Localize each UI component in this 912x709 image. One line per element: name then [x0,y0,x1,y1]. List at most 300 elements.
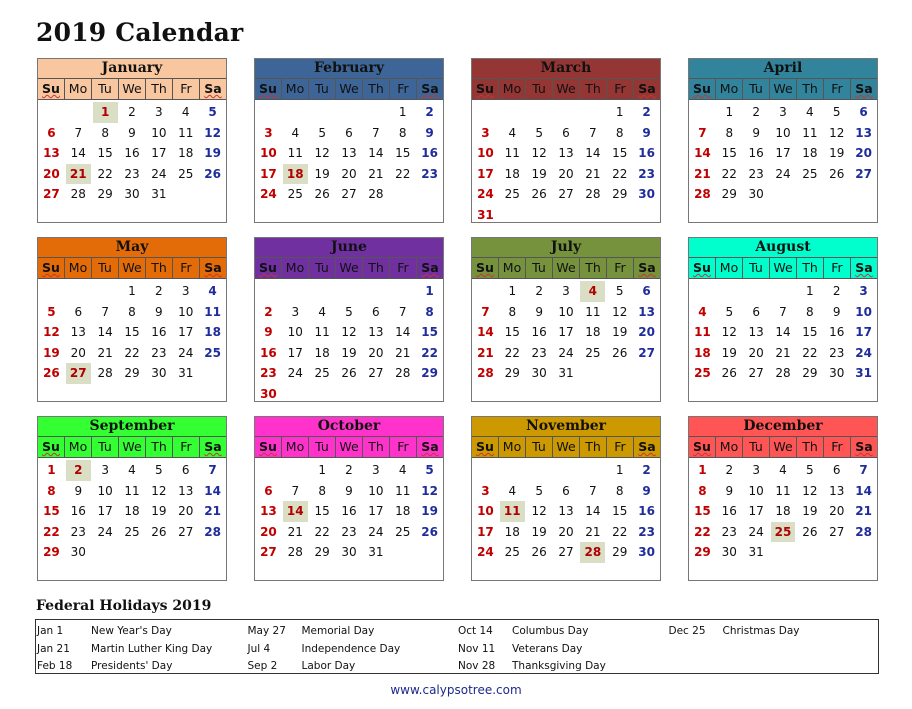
day-cell[interactable]: 24 [151,166,167,181]
day-cell[interactable]: 4 [128,463,136,477]
day-cell[interactable]: 13 [43,146,60,161]
day-cell[interactable]: 22 [421,345,438,360]
day-cell[interactable]: 25 [314,366,330,381]
day-cell[interactable]: 3 [155,105,163,119]
day-cell[interactable]: 3 [779,105,787,119]
day-cell[interactable]: 10 [477,146,494,161]
day-cell[interactable]: 29 [612,545,628,560]
day-cell[interactable]: 29 [124,366,140,381]
day-cell[interactable]: 27 [43,187,60,202]
day-cell[interactable]: 19 [421,504,438,519]
day-cell[interactable]: 7 [101,304,109,319]
day-cell[interactable]: 21 [97,345,113,360]
day-cell[interactable]: 23 [70,524,86,539]
day-cell[interactable]: 13 [368,325,384,340]
day-cell[interactable]: 22 [721,166,737,181]
day-cell[interactable]: 6 [345,125,353,140]
day-cell[interactable]: 17 [775,146,791,161]
day-cell[interactable]: 29 [97,187,113,202]
day-cell[interactable]: 12 [802,483,818,498]
day-cell[interactable]: 7 [398,304,407,319]
day-cell[interactable]: 4 [698,304,707,319]
day-cell[interactable]: 18 [694,345,711,360]
day-cell[interactable]: 17 [260,166,277,181]
day-cell[interactable]: 21 [855,504,872,519]
day-cell[interactable]: 14 [694,146,711,161]
day-cell[interactable]: 21 [204,504,221,519]
holiday-day-cell[interactable]: 1 [93,102,118,123]
day-cell[interactable]: 24 [477,187,494,202]
day-cell[interactable]: 15 [504,325,520,340]
day-cell[interactable]: 6 [562,483,570,498]
holiday-day-cell[interactable]: 27 [66,363,91,384]
day-cell[interactable]: 20 [829,504,845,519]
day-cell[interactable]: 15 [802,325,818,340]
day-cell[interactable]: 3 [481,125,490,140]
day-cell[interactable]: 10 [748,483,764,498]
day-cell[interactable]: 23 [721,524,737,539]
day-cell[interactable]: 27 [341,187,357,202]
day-cell[interactable]: 25 [694,366,711,381]
day-cell[interactable]: 27 [558,545,574,560]
day-cell[interactable]: 15 [612,504,628,519]
day-cell[interactable]: 11 [775,483,791,498]
day-cell[interactable]: 20 [368,345,384,360]
holiday-day-cell[interactable]: 4 [580,281,605,302]
day-cell[interactable]: 4 [398,463,407,477]
day-cell[interactable]: 6 [372,304,380,319]
day-cell[interactable]: 20 [855,146,872,161]
day-cell[interactable]: 11 [287,146,303,161]
day-cell[interactable]: 17 [287,345,303,360]
day-cell[interactable]: 28 [585,187,601,202]
day-cell[interactable]: 1 [47,463,56,477]
day-cell[interactable]: 21 [694,166,711,181]
day-cell[interactable]: 2 [832,284,841,298]
day-cell[interactable]: 18 [395,504,411,519]
day-cell[interactable]: 27 [178,524,194,539]
day-cell[interactable]: 30 [638,187,655,202]
day-cell[interactable]: 9 [345,483,353,498]
day-cell[interactable]: 9 [425,125,434,140]
day-cell[interactable]: 26 [721,366,737,381]
day-cell[interactable]: 7 [859,463,868,477]
day-cell[interactable]: 28 [775,366,791,381]
day-cell[interactable]: 11 [178,125,194,140]
day-cell[interactable]: 1 [615,105,624,119]
day-cell[interactable]: 9 [725,483,734,498]
day-cell[interactable]: 15 [694,504,711,519]
day-cell[interactable]: 15 [421,325,438,340]
day-cell[interactable]: 24 [97,524,113,539]
day-cell[interactable]: 12 [612,304,628,319]
day-cell[interactable]: 25 [504,545,520,560]
day-cell[interactable]: 8 [128,304,136,319]
day-cell[interactable]: 13 [638,304,655,319]
day-cell[interactable]: 5 [832,105,841,119]
day-cell[interactable]: 11 [124,483,140,498]
day-cell[interactable]: 26 [151,524,167,539]
day-cell[interactable]: 14 [97,325,113,340]
day-cell[interactable]: 18 [585,325,601,340]
day-cell[interactable]: 3 [291,304,300,319]
day-cell[interactable]: 9 [642,483,651,498]
holiday-day-cell[interactable]: 21 [66,164,91,185]
day-cell[interactable]: 14 [585,504,601,519]
day-cell[interactable]: 10 [855,304,872,319]
day-cell[interactable]: 14 [368,146,384,161]
day-cell[interactable]: 27 [260,545,277,560]
day-cell[interactable]: 24 [260,187,277,202]
day-cell[interactable]: 2 [128,105,136,119]
day-cell[interactable]: 27 [638,345,655,360]
day-cell[interactable]: 17 [855,325,872,340]
day-cell[interactable]: 23 [748,166,764,181]
day-cell[interactable]: 4 [806,105,814,119]
day-cell[interactable]: 8 [615,483,624,498]
day-cell[interactable]: 12 [204,125,221,140]
day-cell[interactable]: 20 [260,524,277,539]
day-cell[interactable]: 8 [698,483,707,498]
day-cell[interactable]: 14 [70,146,86,161]
day-cell[interactable]: 14 [395,325,411,340]
day-cell[interactable]: 5 [345,304,353,319]
day-cell[interactable]: 6 [642,284,651,298]
day-cell[interactable]: 12 [829,125,845,140]
day-cell[interactable]: 11 [395,483,411,498]
day-cell[interactable]: 2 [725,463,734,477]
day-cell[interactable]: 6 [181,463,190,477]
day-cell[interactable]: 29 [314,545,330,560]
day-cell[interactable]: 21 [395,345,411,360]
day-cell[interactable]: 1 [318,463,326,477]
day-cell[interactable]: 19 [43,345,60,360]
day-cell[interactable]: 13 [558,146,574,161]
day-cell[interactable]: 28 [368,187,384,202]
day-cell[interactable]: 5 [725,304,734,319]
day-cell[interactable]: 12 [721,325,737,340]
day-cell[interactable]: 10 [260,146,277,161]
day-cell[interactable]: 13 [558,504,574,519]
day-cell[interactable]: 17 [477,166,494,181]
day-cell[interactable]: 23 [260,366,277,381]
holiday-day-cell[interactable]: 14 [283,501,308,522]
day-cell[interactable]: 4 [318,304,326,319]
day-cell[interactable]: 23 [124,166,140,181]
day-cell[interactable]: 2 [535,284,543,298]
day-cell[interactable]: 16 [341,504,357,519]
day-cell[interactable]: 5 [806,463,814,477]
day-cell[interactable]: 29 [802,366,818,381]
day-cell[interactable]: 2 [752,105,760,119]
day-cell[interactable]: 5 [615,284,624,298]
day-cell[interactable]: 4 [291,125,300,140]
day-cell[interactable]: 10 [287,325,303,340]
day-cell[interactable]: 19 [829,146,845,161]
day-cell[interactable]: 28 [855,524,872,539]
day-cell[interactable]: 4 [181,105,190,119]
day-cell[interactable]: 19 [531,524,547,539]
day-cell[interactable]: 3 [859,284,868,298]
day-cell[interactable]: 23 [638,524,655,539]
day-cell[interactable]: 1 [806,284,814,298]
day-cell[interactable]: 18 [204,325,221,340]
day-cell[interactable]: 23 [638,166,655,181]
day-cell[interactable]: 23 [341,524,357,539]
day-cell[interactable]: 22 [694,524,711,539]
holiday-day-cell[interactable]: 2 [66,460,91,481]
day-cell[interactable]: 30 [721,545,737,560]
day-cell[interactable]: 19 [721,345,737,360]
day-cell[interactable]: 9 [535,304,543,319]
day-cell[interactable]: 10 [97,483,113,498]
day-cell[interactable]: 17 [368,504,384,519]
day-cell[interactable]: 11 [694,325,711,340]
day-cell[interactable]: 10 [775,125,791,140]
day-cell[interactable]: 5 [47,304,56,319]
day-cell[interactable]: 5 [535,125,543,140]
day-cell[interactable]: 3 [752,463,760,477]
day-cell[interactable]: 8 [508,304,517,319]
day-cell[interactable]: 29 [721,187,737,202]
day-cell[interactable]: 7 [372,125,380,140]
day-cell[interactable]: 13 [70,325,86,340]
day-cell[interactable]: 22 [97,166,113,181]
day-cell[interactable]: 2 [155,284,163,298]
day-cell[interactable]: 6 [562,125,570,140]
day-cell[interactable]: 28 [395,366,411,381]
day-cell[interactable]: 31 [855,366,872,381]
day-cell[interactable]: 18 [802,146,818,161]
day-cell[interactable]: 18 [124,504,140,519]
day-cell[interactable]: 3 [372,463,380,477]
day-cell[interactable]: 31 [368,545,384,560]
day-cell[interactable]: 9 [832,304,841,319]
day-cell[interactable]: 31 [151,187,167,202]
day-cell[interactable]: 4 [508,125,517,140]
day-cell[interactable]: 17 [151,146,167,161]
day-cell[interactable]: 9 [74,483,83,498]
day-cell[interactable]: 20 [341,166,357,181]
day-cell[interactable]: 26 [204,166,221,181]
day-cell[interactable]: 28 [287,545,303,560]
day-cell[interactable]: 13 [178,483,194,498]
day-cell[interactable]: 7 [74,125,83,140]
day-cell[interactable]: 25 [124,524,140,539]
day-cell[interactable]: 6 [264,483,273,498]
day-cell[interactable]: 25 [287,187,303,202]
day-cell[interactable]: 20 [558,524,574,539]
day-cell[interactable]: 5 [208,105,217,119]
day-cell[interactable]: 31 [178,366,194,381]
day-cell[interactable]: 4 [508,483,517,498]
day-cell[interactable]: 1 [425,284,434,298]
day-cell[interactable]: 10 [178,304,194,319]
day-cell[interactable]: 1 [698,463,707,477]
day-cell[interactable]: 14 [775,325,791,340]
day-cell[interactable]: 3 [562,284,570,298]
day-cell[interactable]: 12 [151,483,167,498]
day-cell[interactable]: 9 [642,125,651,140]
day-cell[interactable]: 2 [425,105,434,119]
day-cell[interactable]: 31 [558,366,574,381]
day-cell[interactable]: 6 [752,304,760,319]
day-cell[interactable]: 20 [178,504,194,519]
day-cell[interactable]: 7 [698,125,707,140]
day-cell[interactable]: 16 [638,504,655,519]
day-cell[interactable]: 21 [287,524,303,539]
day-cell[interactable]: 4 [779,463,787,477]
day-cell[interactable]: 29 [43,545,60,560]
day-cell[interactable]: 5 [318,125,326,140]
day-cell[interactable]: 8 [398,125,407,140]
day-cell[interactable]: 24 [287,366,303,381]
day-cell[interactable]: 30 [748,187,764,202]
day-cell[interactable]: 6 [74,304,83,319]
day-cell[interactable]: 1 [128,284,136,298]
day-cell[interactable]: 23 [421,166,438,181]
day-cell[interactable]: 25 [395,524,411,539]
day-cell[interactable]: 16 [638,146,655,161]
day-cell[interactable]: 16 [70,504,86,519]
day-cell[interactable]: 11 [802,125,818,140]
day-cell[interactable]: 26 [341,366,357,381]
holiday-day-cell[interactable]: 18 [283,164,308,185]
day-cell[interactable]: 13 [260,504,277,519]
day-cell[interactable]: 22 [395,166,411,181]
day-cell[interactable]: 30 [260,386,277,401]
day-cell[interactable]: 17 [558,325,574,340]
day-cell[interactable]: 13 [341,146,357,161]
day-cell[interactable]: 9 [128,125,136,140]
day-cell[interactable]: 22 [802,345,818,360]
day-cell[interactable]: 27 [558,187,574,202]
day-cell[interactable]: 21 [775,345,791,360]
day-cell[interactable]: 19 [531,166,547,181]
day-cell[interactable]: 5 [535,483,543,498]
day-cell[interactable]: 29 [694,545,711,560]
day-cell[interactable]: 14 [585,146,601,161]
day-cell[interactable]: 30 [341,545,357,560]
day-cell[interactable]: 6 [832,463,841,477]
day-cell[interactable]: 8 [47,483,56,498]
day-cell[interactable]: 2 [642,105,651,119]
day-cell[interactable]: 9 [752,125,760,140]
day-cell[interactable]: 24 [477,545,494,560]
day-cell[interactable]: 18 [775,504,791,519]
day-cell[interactable]: 10 [558,304,574,319]
day-cell[interactable]: 8 [425,304,434,319]
day-cell[interactable]: 13 [855,125,872,140]
day-cell[interactable]: 16 [748,146,764,161]
day-cell[interactable]: 27 [368,366,384,381]
day-cell[interactable]: 28 [477,366,494,381]
day-cell[interactable]: 9 [264,325,273,340]
day-cell[interactable]: 15 [395,146,411,161]
day-cell[interactable]: 31 [748,545,764,560]
day-cell[interactable]: 26 [531,545,547,560]
day-cell[interactable]: 24 [558,345,574,360]
day-cell[interactable]: 22 [314,524,330,539]
day-cell[interactable]: 12 [421,483,438,498]
day-cell[interactable]: 27 [855,166,872,181]
day-cell[interactable]: 25 [178,166,194,181]
day-cell[interactable]: 11 [504,146,520,161]
day-cell[interactable]: 8 [318,483,326,498]
day-cell[interactable]: 19 [151,504,167,519]
day-cell[interactable]: 7 [208,463,217,477]
day-cell[interactable]: 8 [101,125,109,140]
day-cell[interactable]: 16 [421,146,438,161]
day-cell[interactable]: 20 [558,166,574,181]
day-cell[interactable]: 16 [721,504,737,519]
day-cell[interactable]: 12 [43,325,60,340]
day-cell[interactable]: 16 [260,345,277,360]
day-cell[interactable]: 10 [368,483,384,498]
day-cell[interactable]: 18 [314,345,330,360]
day-cell[interactable]: 16 [151,325,167,340]
day-cell[interactable]: 25 [585,345,601,360]
day-cell[interactable]: 21 [368,166,384,181]
day-cell[interactable]: 19 [204,146,221,161]
day-cell[interactable]: 28 [694,187,711,202]
day-cell[interactable]: 2 [642,463,651,477]
day-cell[interactable]: 30 [70,545,86,560]
day-cell[interactable]: 21 [585,166,601,181]
holiday-day-cell[interactable]: 11 [500,501,525,522]
day-cell[interactable]: 16 [531,325,547,340]
day-cell[interactable]: 15 [43,504,60,519]
day-cell[interactable]: 12 [314,146,330,161]
day-cell[interactable]: 28 [204,524,221,539]
day-cell[interactable]: 25 [504,187,520,202]
day-cell[interactable]: 22 [504,345,520,360]
holiday-day-cell[interactable]: 28 [580,542,605,563]
day-cell[interactable]: 26 [43,366,60,381]
day-cell[interactable]: 13 [829,483,845,498]
day-cell[interactable]: 11 [204,304,221,319]
day-cell[interactable]: 11 [585,304,601,319]
day-cell[interactable]: 10 [477,504,494,519]
day-cell[interactable]: 14 [477,325,494,340]
day-cell[interactable]: 16 [124,146,140,161]
day-cell[interactable]: 12 [531,146,547,161]
day-cell[interactable]: 5 [155,463,163,477]
day-cell[interactable]: 27 [748,366,764,381]
day-cell[interactable]: 21 [477,345,494,360]
footer-url[interactable]: www.calypsotree.com [390,683,522,697]
day-cell[interactable]: 6 [859,105,868,119]
day-cell[interactable]: 7 [291,483,300,498]
day-cell[interactable]: 12 [341,325,357,340]
day-cell[interactable]: 30 [124,187,140,202]
day-cell[interactable]: 16 [829,325,845,340]
day-cell[interactable]: 1 [398,105,407,119]
day-cell[interactable]: 23 [531,345,547,360]
day-cell[interactable]: 29 [421,366,438,381]
day-cell[interactable]: 26 [314,187,330,202]
day-cell[interactable]: 22 [612,166,628,181]
day-cell[interactable]: 15 [612,146,628,161]
day-cell[interactable]: 22 [612,524,628,539]
day-cell[interactable]: 19 [612,325,628,340]
day-cell[interactable]: 21 [585,524,601,539]
day-cell[interactable]: 18 [504,524,520,539]
day-cell[interactable]: 17 [477,524,494,539]
day-cell[interactable]: 4 [208,284,217,298]
day-cell[interactable]: 24 [855,345,872,360]
day-cell[interactable]: 14 [855,483,872,498]
